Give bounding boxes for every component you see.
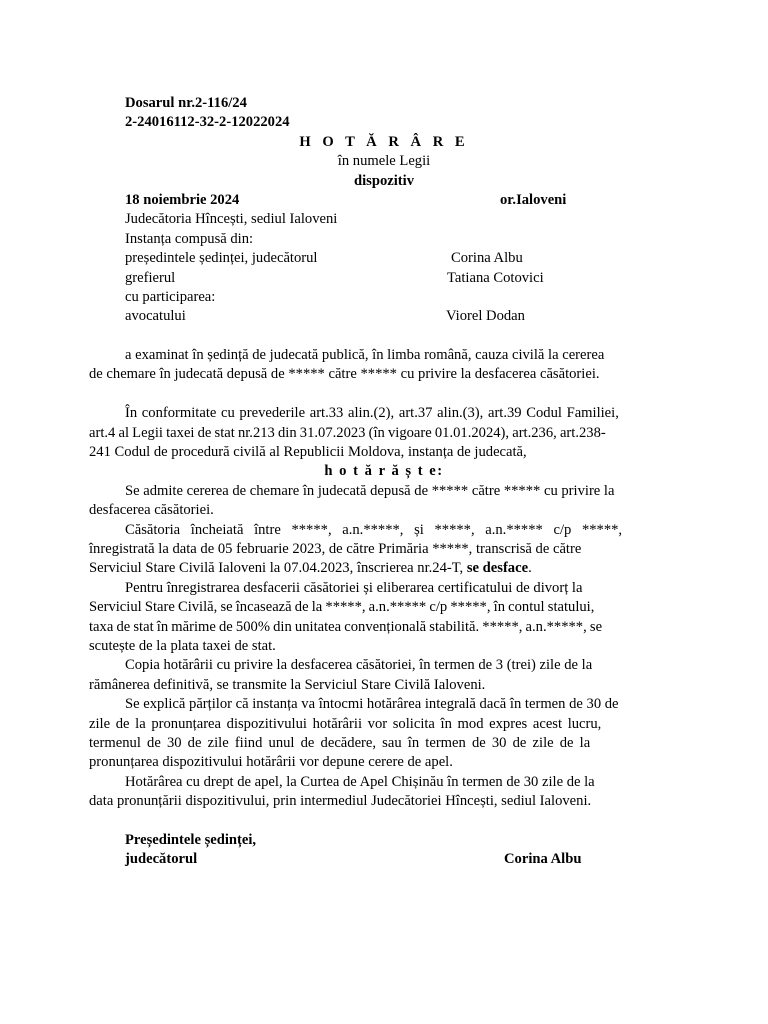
paragraph-explain-l2: zile de la pronunțarea dispozitivului hotărârii vor solicita în mod expres acest lucru, xyxy=(89,715,602,732)
lawyer-label: avocatului xyxy=(125,308,186,325)
clerk-name: Tatiana Cotovici xyxy=(447,269,544,286)
clerk-label: grefierul xyxy=(125,269,176,286)
paragraph-copy-l2: rămânerea definitivă, se transmite la Serviciul Stare Civilă Ialoveni. xyxy=(89,676,486,693)
date-city-row xyxy=(89,191,679,210)
decides-heading: h o t ă r ă ș t e: xyxy=(324,463,444,480)
paragraph-fee-l3: taxa de stat în mărime de 500% din unitatea convențională stabilită. *****, a.n.*****, se xyxy=(89,618,603,635)
signature-row xyxy=(89,850,679,869)
paragraph-appeal-l1: Hotărârea cu drept de apel, la Curtea de Apel Chișinău în termen de 30 zile de la xyxy=(125,773,595,790)
paragraph-admit-l1: Se admite cererea de chemare în judecată depusă de ***** către ***** cu privire la xyxy=(125,482,615,499)
paragraph-legal-basis-l1: În conformitate cu prevederile art.33 alin.(2), art.37 alin.(3), art.39 Codul Familiei, xyxy=(125,405,619,422)
signature-name: Corina Albu xyxy=(504,851,582,868)
document-title: H O T Ă R Â R E xyxy=(299,133,469,150)
paragraph-marriage-l2: înregistrată la data de 05 februarie 2023, de către Primăria *****, transcrisă de către xyxy=(89,540,582,557)
presiding-name: Corina Albu xyxy=(451,250,523,267)
paragraph-admit-l2: desfacerea căsătoriei. xyxy=(89,502,214,519)
case-number: Dosarul nr.2-116/24 xyxy=(125,95,247,111)
dissolved-emphasis: se desface xyxy=(466,560,529,577)
case-code: 2-24016112-32-2-12022024 xyxy=(125,114,290,131)
clerk-row xyxy=(89,269,679,288)
document-type: dispozitiv xyxy=(353,172,414,189)
signature-label-2: judecătorul xyxy=(125,851,198,868)
paragraph-explain-l3: termenul de 30 de zile fiind unul de decădere, sau în termen de 30 de zile de la xyxy=(89,734,591,751)
decision-date: 18 noiembrie 2024 xyxy=(125,191,240,208)
paragraph-fee-l4: scutește de la plata taxei de stat. xyxy=(89,637,276,654)
paragraph-examined-l2: de chemare în judecată depusă de ***** către ***** cu privire la desfacerea căsătoriei. xyxy=(89,366,600,383)
document-page xyxy=(89,94,679,870)
paragraph-explain-l4: pronunțarea dispozitivului hotărârii vor depune cerere de apel. xyxy=(89,754,453,771)
paragraph-examined-l1: a examinat în ședință de judecată publică, în limba română, cauza civilă la cererea xyxy=(125,347,605,364)
signature-label-1: Președintele ședinței, xyxy=(125,831,257,848)
presiding-label: președintele ședinței, judecătorul xyxy=(125,250,318,267)
court-name: Judecătoria Hîncești, sediul Ialoveni xyxy=(125,211,338,228)
paragraph-marriage-l3: Serviciul Stare Civilă Ialoveni la 07.04.2023, înscrierea nr.24-T, se desface. xyxy=(89,560,532,577)
lawyer-row xyxy=(89,307,679,326)
presiding-row xyxy=(89,249,679,268)
paragraph-appeal-l2: data pronunțării dispozitivului, prin intermediul Judecătoriei Hîncești, sediul Ialoveni. xyxy=(89,793,592,810)
composition-label: Instanța compusă din: xyxy=(125,230,254,247)
paragraph-fee-l1: Pentru înregistrarea desfacerii căsătoriei și eliberarea certificatului de divorț la xyxy=(125,579,583,596)
paragraph-legal-basis-l2: art.4 al Legii taxei de stat nr.213 din 31.07.2023 (în vigoare 01.01.2024), art.236, art.238- xyxy=(89,424,606,441)
decision-city: or.Ialoveni xyxy=(500,191,567,208)
document-subtitle: în numele Legii xyxy=(337,153,431,170)
paragraph-explain-l1: Se explică părților că instanța va întocmi hotărârea integrală dacă în termen de 30 de xyxy=(125,696,619,713)
lawyer-name: Viorel Dodan xyxy=(446,308,525,325)
paragraph-marriage-l1: Căsătoria încheiată între *****, a.n.*****, și *****, a.n.***** c/p *****, xyxy=(125,521,623,538)
paragraph-legal-basis-l3: 241 Codul de procedură civilă al Republicii Moldova, instanța de judecată, xyxy=(89,444,527,461)
paragraph-copy-l1: Copia hotărârii cu privire la desfacerea căsătoriei, în termen de 3 (trei) zile de la xyxy=(125,657,593,674)
participation-label: cu participarea: xyxy=(125,288,216,305)
paragraph-fee-l2: Serviciul Stare Civilă, se încasează de la *****, a.n.***** c/p *****, în contul statului, xyxy=(89,599,595,616)
